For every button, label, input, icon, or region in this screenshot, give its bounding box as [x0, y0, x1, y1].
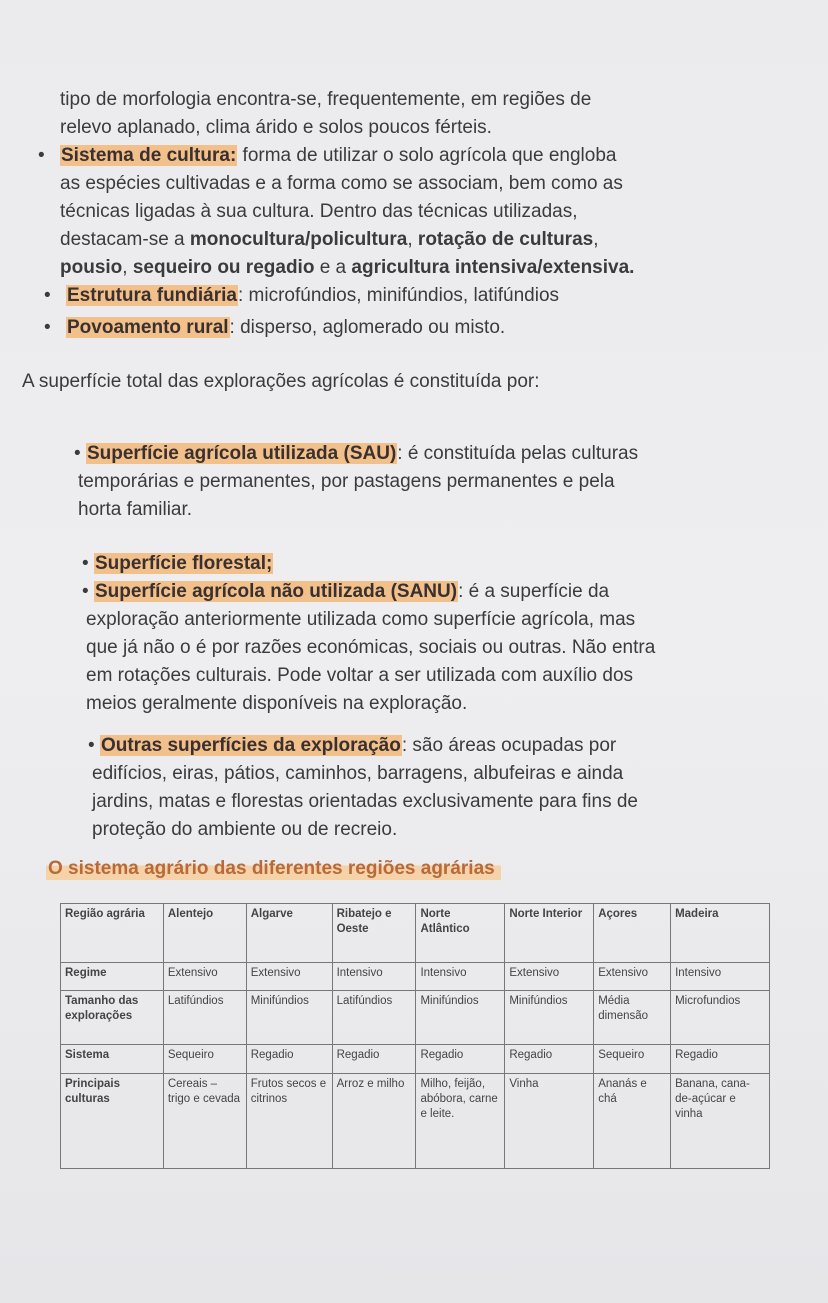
bullet-icon: • [44, 285, 51, 306]
term-highlight: Outras superfícies da exploração [100, 735, 401, 756]
text: , [122, 257, 133, 278]
text: : disperso, aglomerado ou misto. [229, 317, 506, 338]
bullet-icon: • [82, 553, 94, 574]
cell: Minifúndios [416, 991, 505, 1045]
header-cell: Algarve [246, 904, 332, 963]
cell: Banana, cana-de-açúcar e vinha [671, 1074, 770, 1169]
cell: Milho, feijão, abóbora, carne e leite. [416, 1074, 505, 1169]
cell: Latifúndios [332, 991, 416, 1045]
text-line: exploração anteriormente utilizada como superfície agrícola, mas [86, 609, 636, 630]
cell: Regadio [332, 1045, 416, 1074]
cell: Média dimensão [594, 991, 671, 1045]
text-line: tipo de morfologia encontra-se, frequentemente, em regiões de [60, 89, 592, 110]
header-cell: Madeira [671, 904, 770, 963]
table-header-row [61, 904, 770, 963]
text-line: meios geralmente disponíveis na exploração. [86, 693, 468, 714]
text-line: proteção do ambiente ou de recreio. [92, 819, 398, 840]
table-row [61, 991, 770, 1045]
text-line: relevo aplanado, clima árido e solos poucos férteis. [60, 117, 492, 138]
text: e a [314, 257, 352, 278]
cell: Frutos secos e citrinos [246, 1074, 332, 1169]
cell: Regadio [416, 1045, 505, 1074]
bold-term: sequeiro ou regadio [132, 257, 315, 278]
text: , [593, 229, 599, 250]
header-cell: Região agrária [61, 904, 164, 963]
cell: Regadio [505, 1045, 594, 1074]
header-cell: Alentejo [163, 904, 246, 963]
cell: Intensivo [332, 963, 416, 991]
row-header: Regime [61, 963, 164, 991]
cell: Vinha [505, 1074, 594, 1169]
term-highlight: Estrutura fundiária [67, 285, 237, 306]
text: : microfúndios, minifúndios, latifúndios [237, 285, 560, 306]
cell: Regadio [671, 1045, 770, 1074]
row-header: Tamanho das explorações [61, 991, 164, 1045]
cell: Regadio [246, 1045, 332, 1074]
cell: Cereais – trigo e cevada [163, 1074, 246, 1169]
regions-table [60, 903, 770, 1169]
bullet-icon: • [74, 443, 86, 464]
row-header: Sistema [61, 1045, 164, 1074]
table-row [61, 963, 770, 991]
term-highlight: Povoamento rural [67, 317, 229, 338]
header-cell: Ribatejo e Oeste [332, 904, 416, 963]
row-header: Principais culturas [61, 1074, 164, 1169]
bold-term: rotação de culturas [417, 229, 594, 250]
bullet-icon: • [38, 145, 45, 166]
text-line: horta familiar. [78, 499, 193, 520]
item-outras [88, 732, 638, 844]
bold-term: monocultura/policultura [189, 229, 408, 250]
bullet-estrutura-fundiaria [44, 282, 559, 310]
cell: Extensivo [163, 963, 246, 991]
bullet-icon: • [44, 317, 51, 338]
cell: Arroz e milho [332, 1074, 416, 1169]
cell: Sequeiro [163, 1045, 246, 1074]
table-row [61, 1074, 770, 1169]
cell: Extensivo [594, 963, 671, 991]
text-line: as espécies cultivadas e a forma como se associam, bem como as [60, 173, 623, 194]
text-line: em rotações culturais. Pode voltar a ser utilizada com auxílio dos [86, 665, 634, 686]
text-line: jardins, matas e florestas orientadas exclusivamente para fins de [92, 791, 638, 812]
text: : são áreas ocupadas por [401, 735, 617, 756]
text-line: que já não o é por razões económicas, sociais ou outras. Não entra [86, 637, 656, 658]
cell: Microfundios [671, 991, 770, 1045]
text: : é a superfície da [458, 581, 610, 602]
text-line: técnicas ligadas à sua cultura. Dentro das técnicas utilizadas, [60, 201, 578, 222]
term-highlight: Superfície agrícola utilizada (SAU) [86, 443, 397, 464]
item-sau [74, 440, 638, 524]
text: , [407, 229, 418, 250]
bold-term: pousio [60, 257, 123, 278]
text-line: temporárias e permanentes, por pastagens permanentes e pela [78, 471, 615, 492]
bullet-povoamento-rural [44, 314, 505, 342]
cell: Extensivo [246, 963, 332, 991]
header-cell: Norte Interior [505, 904, 594, 963]
text: destacam-se a [60, 229, 190, 250]
cell: Sequeiro [594, 1045, 671, 1074]
bullet-icon: • [82, 581, 94, 602]
header-cell: Norte Atlântico [416, 904, 505, 963]
cell: Extensivo [505, 963, 594, 991]
cell: Ananás e chá [594, 1074, 671, 1169]
text-line: edifícios, eiras, pátios, caminhos, barragens, albufeiras e ainda [92, 763, 624, 784]
superficie-intro: A superfície total das explorações agrícolas é constituída por: [22, 371, 540, 392]
cell: Minifúndios [505, 991, 594, 1045]
intro-paragraph [60, 86, 591, 142]
term-highlight: Sistema de cultura: [61, 145, 237, 166]
cell: Latifúndios [163, 991, 246, 1045]
bold-term: agricultura intensiva/extensiva. [351, 257, 635, 278]
bullet-sistema-de-cultura [38, 142, 634, 282]
table-heading: O sistema agrário das diferentes regiões agrárias [46, 858, 501, 880]
bullet-icon: • [88, 735, 100, 756]
text: : é constituída pelas culturas [397, 443, 639, 464]
cell: Intensivo [671, 963, 770, 991]
text: forma de utilizar o solo agrícola que engloba [237, 145, 617, 166]
item-sanu [82, 550, 655, 718]
cell: Intensivo [416, 963, 505, 991]
header-cell: Açores [594, 904, 671, 963]
term-highlight: Superfície agrícola não utilizada (SANU) [94, 581, 458, 602]
cell: Minifúndios [246, 991, 332, 1045]
table-row [61, 1045, 770, 1074]
term-highlight: Superfície florestal; [94, 553, 273, 574]
